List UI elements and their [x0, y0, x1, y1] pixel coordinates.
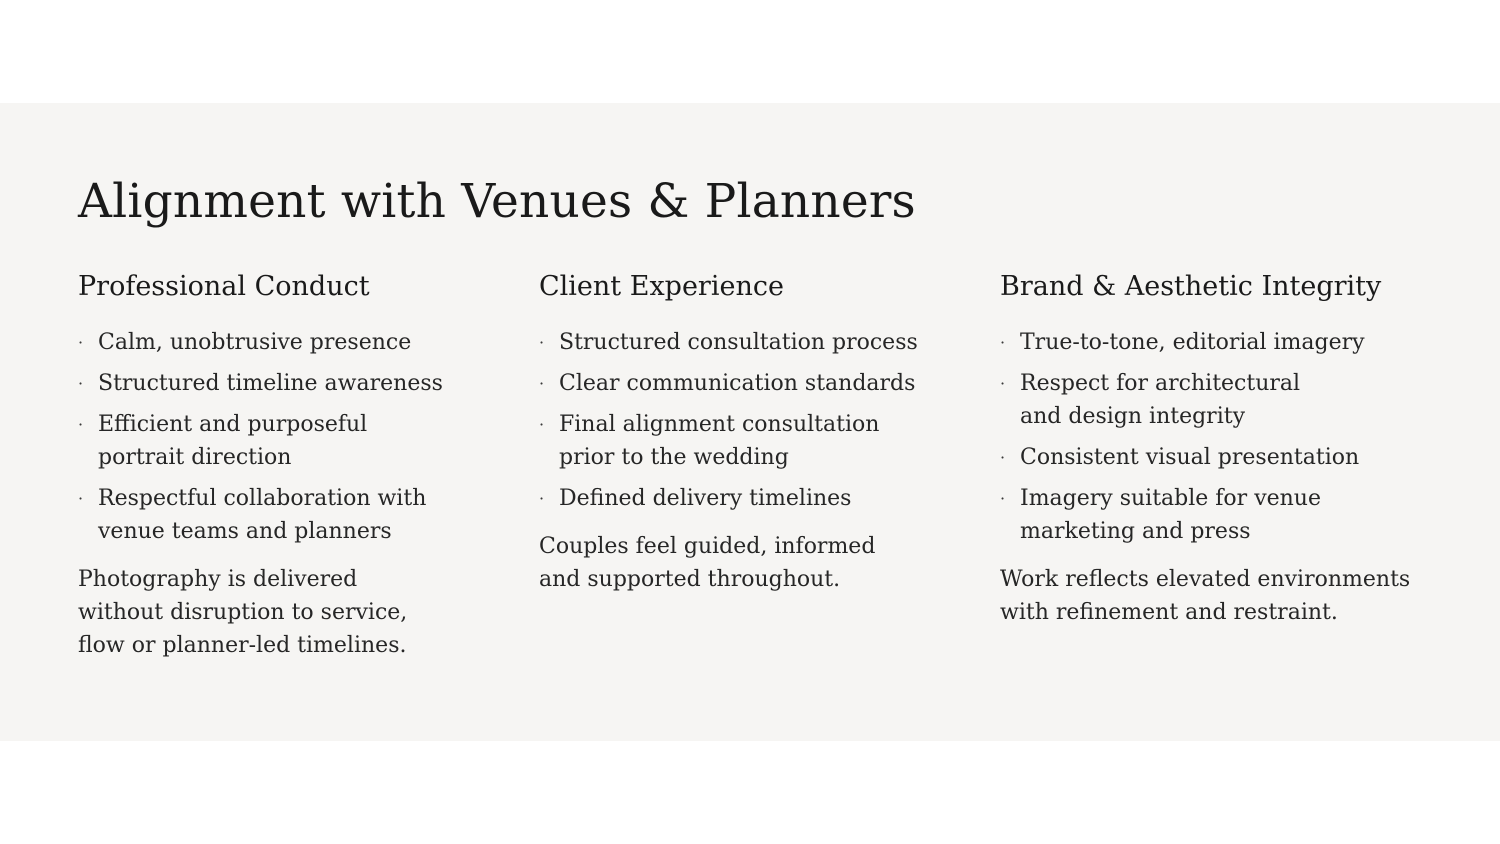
bullet-text-line: marketing and press	[1020, 519, 1251, 544]
bullet-text-line: Respectful collaboration with	[98, 486, 427, 511]
column-1	[78, 268, 468, 662]
bullet-dot-icon: ·	[78, 333, 84, 352]
bullet-dot-icon: ·	[1000, 374, 1006, 393]
bullet-item	[78, 326, 468, 359]
column-summary	[1000, 563, 1420, 629]
bullet-dot-icon: ·	[1000, 333, 1006, 352]
bullet-item	[78, 408, 468, 474]
summary-text-line: flow or planner-led timelines.	[78, 633, 407, 658]
bullet-text-line: Respect for architectural	[1020, 371, 1301, 396]
column-3	[1000, 268, 1420, 629]
bullet-item	[78, 367, 468, 400]
bullet-text-line: Defined delivery timelines	[559, 486, 852, 511]
bullet-item	[539, 367, 939, 400]
bullet-text-line: Final alignment consultation	[559, 412, 880, 437]
bullet-text-line: Structured timeline awareness	[98, 371, 443, 396]
summary-text-line: without disruption to service,	[78, 600, 408, 625]
summary-text-line: Couples feel guided, informed	[539, 534, 876, 559]
bullet-text-line: and design integrity	[1020, 404, 1246, 429]
bullet-dot-icon: ·	[539, 374, 545, 393]
bullet-list	[1000, 326, 1420, 548]
column-heading: Brand & Aesthetic Integrity	[1000, 271, 1382, 302]
bullet-text-line: Consistent visual presentation	[1020, 445, 1360, 470]
bullet-item	[1000, 441, 1420, 474]
bullet-item	[539, 408, 939, 474]
column-heading: Professional Conduct	[78, 271, 370, 302]
bullet-item	[1000, 367, 1420, 433]
page-title: Alignment with Venues & Planners	[78, 174, 916, 229]
bullet-dot-icon: ·	[1000, 448, 1006, 467]
bullet-item	[539, 482, 939, 515]
bullet-text-line: portrait direction	[98, 445, 292, 470]
bullet-dot-icon: ·	[78, 415, 84, 434]
bullet-list	[78, 326, 468, 548]
bullet-list	[539, 326, 939, 515]
bullet-dot-icon: ·	[78, 489, 84, 508]
bullet-text-line: Imagery suitable for venue	[1020, 486, 1321, 511]
bullet-item	[539, 326, 939, 359]
summary-text-line: Photography is delivered	[78, 567, 358, 592]
bullet-text-line: Clear communication standards	[559, 371, 916, 396]
bullet-text-line: venue teams and planners	[98, 519, 392, 544]
bullet-item	[1000, 326, 1420, 359]
bullet-text-line: True-to-tone, editorial imagery	[1020, 330, 1365, 355]
bullet-dot-icon: ·	[78, 374, 84, 393]
column-summary	[539, 530, 939, 596]
bullet-dot-icon: ·	[1000, 489, 1006, 508]
bullet-dot-icon: ·	[539, 415, 545, 434]
bullet-item	[1000, 482, 1420, 548]
bullet-text-line: Structured consultation process	[559, 330, 918, 355]
column-summary	[78, 563, 468, 662]
bullet-item	[78, 482, 468, 548]
bullet-text-line: prior to the wedding	[559, 445, 789, 470]
column-heading: Client Experience	[539, 271, 784, 302]
summary-text-line: and supported throughout.	[539, 567, 841, 592]
bullet-text-line: Calm, unobtrusive presence	[98, 330, 412, 355]
bullet-text-line: Efficient and purposeful	[98, 412, 368, 437]
bullet-dot-icon: ·	[539, 489, 545, 508]
bullet-dot-icon: ·	[539, 333, 545, 352]
column-2	[539, 268, 939, 596]
summary-text-line: Work reflects elevated environments	[1000, 567, 1411, 592]
summary-text-line: with refinement and restraint.	[1000, 600, 1338, 625]
